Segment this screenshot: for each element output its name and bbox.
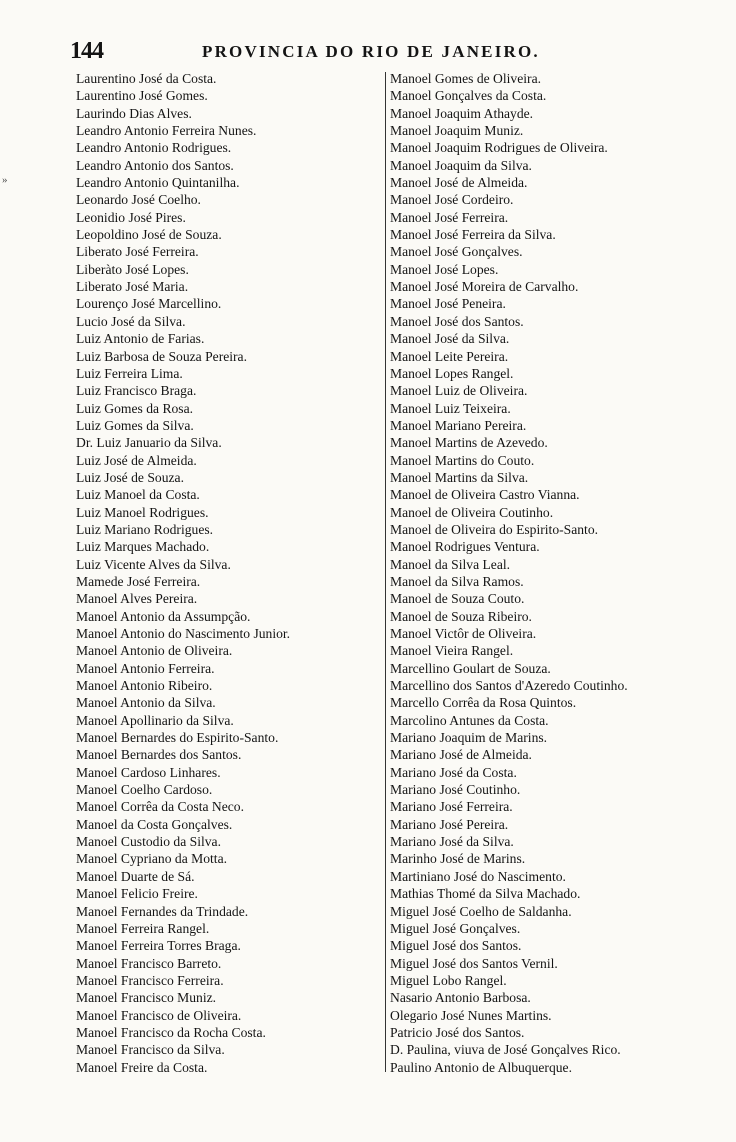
name-entry: Manoel Coelho Cardoso. bbox=[76, 782, 213, 798]
name-entry: Manoel Francisco da Silva. bbox=[76, 1042, 225, 1058]
name-entry: Manoel José Moreira de Carvalho. bbox=[390, 279, 579, 295]
name-entry: Manoel Joaquim Muniz. bbox=[390, 123, 524, 139]
name-entry: Manoel Felicio Freire. bbox=[76, 886, 198, 902]
margin-mark: » bbox=[2, 174, 8, 186]
name-entry: Manoel Mariano Pereira. bbox=[390, 417, 527, 433]
name-entry: Manoel José da Silva. bbox=[390, 331, 510, 347]
name-entry: Manoel Martins de Azevedo. bbox=[390, 435, 548, 451]
name-entry: Manoel de Oliveira Coutinho. bbox=[390, 504, 554, 520]
name-entry: Manoel Luiz Teixeira. bbox=[390, 400, 511, 416]
name-entry: Luiz Gomes da Rosa. bbox=[76, 400, 194, 416]
name-entry: Leandro Antonio dos Santos. bbox=[76, 157, 234, 173]
name-entry: Manoel Joaquim Athayde. bbox=[390, 105, 534, 121]
name-entry: Martiniano José do Nascimento. bbox=[390, 868, 566, 884]
name-entry: Manoel Martins do Couto. bbox=[390, 452, 535, 468]
name-entry: Manoel José dos Santos. bbox=[390, 313, 524, 329]
name-entry: Manoel Antonio da Silva. bbox=[76, 695, 216, 711]
name-entry: D. Paulina, viuva de José Gonçalves Rico. bbox=[390, 1042, 621, 1058]
name-entry: Manoel Antonio do Nascimento Junior. bbox=[76, 626, 291, 641]
name-entry: Luiz Antonio de Farias. bbox=[76, 331, 205, 347]
name-entry: Leonidio José Pires. bbox=[76, 209, 186, 225]
name-entry: Manoel José Gonçalves. bbox=[390, 244, 523, 260]
name-entry: Manoel José Ferreira. bbox=[390, 209, 509, 225]
name-entry: Luiz Barbosa de Souza Pereira. bbox=[76, 348, 247, 364]
name-entry: Manoel Victôr de Oliveira. bbox=[390, 626, 537, 641]
name-entry: Dr. Luiz Januario da Silva. bbox=[76, 435, 222, 451]
name-entry: Liberato José Maria. bbox=[76, 279, 189, 295]
name-entry: Manoel Antonio Ribeiro. bbox=[76, 678, 213, 694]
name-entry: Manoel Ferreira Torres Braga. bbox=[76, 938, 241, 954]
name-entry: Luiz Manoel Rodrigues. bbox=[76, 504, 209, 520]
name-entry: Manoel Francisco da Rocha Costa. bbox=[76, 1024, 266, 1040]
name-entry: Mariano José da Silva. bbox=[390, 834, 514, 850]
name-entry: Manoel Cypriano da Motta. bbox=[76, 851, 228, 867]
name-entry: Manoel Duarte de Sá. bbox=[76, 868, 195, 884]
name-entry: Manoel Lopes Rangel. bbox=[390, 365, 514, 381]
name-entry: Liberato José Ferreira. bbox=[76, 244, 199, 260]
name-entry: Manoel Rodrigues Ventura. bbox=[390, 539, 540, 555]
name-entry: Luiz Marques Machado. bbox=[76, 539, 210, 555]
name-entry: Luiz José de Almeida. bbox=[76, 452, 197, 468]
name-entry: Liberàto José Lopes. bbox=[76, 261, 189, 277]
name-entry: Leandro Antonio Ferreira Nunes. bbox=[76, 123, 257, 139]
name-entry: Manoel Fernandes da Trindade. bbox=[76, 903, 249, 919]
name-entry: Manoel Corrêa da Costa Neco. bbox=[76, 799, 244, 815]
name-entry: Mathias Thomé da Silva Machado. bbox=[390, 886, 581, 902]
name-entry: Mariano José da Costa. bbox=[390, 764, 517, 780]
name-entry: Mamede José Ferreira. bbox=[76, 573, 201, 589]
name-entry: Manoel José Cordeiro. bbox=[390, 192, 514, 208]
name-entry: Mariano José Ferreira. bbox=[390, 799, 513, 815]
name-entry: Lucio José da Silva. bbox=[76, 313, 186, 329]
name-entry: Manoel Joaquim da Silva. bbox=[390, 157, 532, 173]
name-entry: Luiz José de Souza. bbox=[76, 469, 184, 485]
name-entry: Manoel Gomes de Oliveira. bbox=[390, 71, 541, 86]
name-entry: Manoel Gonçalves da Costa. bbox=[390, 88, 547, 104]
name-entry: Manoel Cardoso Linhares. bbox=[76, 764, 221, 780]
name-entry: Manoel da Silva Ramos. bbox=[390, 573, 524, 589]
name-entry: Leandro Antonio Quintanilha. bbox=[76, 175, 240, 191]
name-entry: Mariano José Coutinho. bbox=[390, 782, 521, 798]
page-number: 144 bbox=[70, 38, 103, 64]
name-entry: Manoel Apollinario da Silva. bbox=[76, 712, 234, 728]
name-entry: Manoel José de Almeida. bbox=[390, 175, 528, 191]
name-entry: Laurindo Dias Alves. bbox=[76, 105, 192, 121]
name-entry: Manoel Ferreira Rangel. bbox=[76, 920, 210, 936]
running-title: PROVINCIA DO RIO DE JANEIRO. bbox=[202, 42, 540, 61]
name-entry: Miguel José Coelho de Saldanha. bbox=[390, 903, 572, 919]
name-entry: Manoel José Ferreira da Silva. bbox=[390, 227, 556, 243]
name-entry: Manoel Freire da Costa. bbox=[76, 1059, 208, 1075]
name-entry: Paulino Antonio de Albuquerque. bbox=[390, 1059, 572, 1075]
name-entry: Marcellino dos Santos d'Azeredo Coutinho. bbox=[390, 678, 628, 694]
name-entry: Miguel José dos Santos Vernil. bbox=[390, 955, 558, 971]
page-header bbox=[70, 38, 590, 66]
name-entry: Luiz Francisco Braga. bbox=[76, 383, 197, 399]
name-entry: Manoel de Oliveira do Espirito-Santo. bbox=[390, 521, 599, 537]
name-entry: Nasario Antonio Barbosa. bbox=[390, 990, 531, 1006]
name-entry: Leopoldino José de Souza. bbox=[76, 227, 222, 243]
name-entry: Marcolino Antunes da Costa. bbox=[390, 712, 549, 728]
name-entry: Manoel de Oliveira Castro Vianna. bbox=[390, 487, 580, 503]
name-entry: Leandro Antonio Rodrigues. bbox=[76, 140, 232, 156]
name-entry: Manoel Francisco Ferreira. bbox=[76, 972, 224, 988]
name-entry: Luiz Mariano Rodrigues. bbox=[76, 521, 214, 537]
name-entry: Manoel Alves Pereira. bbox=[76, 591, 198, 607]
name-entry: Marinho José de Marins. bbox=[390, 851, 526, 867]
name-entry: Luiz Manoel da Costa. bbox=[76, 487, 200, 503]
name-entry: Manoel da Silva Leal. bbox=[390, 556, 511, 572]
name-entry: Manoel da Costa Gonçalves. bbox=[76, 816, 233, 832]
name-entry: Manoel Custodio da Silva. bbox=[76, 834, 221, 850]
name-entry: Manoel de Souza Couto. bbox=[390, 591, 525, 607]
name-entry: Manoel Francisco de Oliveira. bbox=[76, 1007, 242, 1023]
name-entry: Manoel de Souza Ribeiro. bbox=[390, 608, 532, 624]
right-name-column bbox=[390, 70, 720, 1076]
name-entry: Manoel Vieira Rangel. bbox=[390, 643, 514, 659]
name-entry: Manoel Antonio Ferreira. bbox=[76, 660, 215, 676]
name-entry: Manoel Bernardes dos Santos. bbox=[76, 747, 242, 763]
name-entry: Lourenço José Marcellino. bbox=[76, 296, 222, 312]
name-entry: Laurentino José da Costa. bbox=[76, 71, 217, 86]
name-entry: Luiz Vicente Alves da Silva. bbox=[76, 556, 231, 572]
name-entry: Manoel Bernardes do Espirito-Santo. bbox=[76, 730, 279, 746]
column-divider bbox=[385, 72, 386, 1072]
name-entry: Patricio José dos Santos. bbox=[390, 1024, 525, 1040]
name-entry: Leonardo José Coelho. bbox=[76, 192, 201, 208]
name-entry: Mariano José Pereira. bbox=[390, 816, 509, 832]
name-entry: Mariano Joaquim de Marins. bbox=[390, 730, 548, 746]
name-entry: Manoel José Lopes. bbox=[390, 261, 499, 277]
name-entry: Marcellino Goulart de Souza. bbox=[390, 660, 551, 676]
name-entry: Manoel Leite Pereira. bbox=[390, 348, 509, 364]
name-entry: Manoel Francisco Barreto. bbox=[76, 955, 222, 971]
name-entry: Laurentino José Gomes. bbox=[76, 88, 208, 104]
name-entry: Manoel Luiz de Oliveira. bbox=[390, 383, 528, 399]
name-entry: Miguel José Gonçalves. bbox=[390, 920, 521, 936]
name-entry: Manoel José Peneira. bbox=[390, 296, 506, 312]
name-entry: Manoel Francisco Muniz. bbox=[76, 990, 217, 1006]
name-entry: Manoel Antonio de Oliveira. bbox=[76, 643, 233, 659]
left-name-column bbox=[76, 70, 376, 1076]
name-entry: Luiz Gomes da Silva. bbox=[76, 417, 194, 433]
name-entry: Marcello Corrêa da Rosa Quintos. bbox=[390, 695, 577, 711]
name-entry: Manoel Martins da Silva. bbox=[390, 469, 529, 485]
name-entry: Manoel Antonio da Assumpção. bbox=[76, 608, 251, 624]
name-entry: Manoel Joaquim Rodrigues de Oliveira. bbox=[390, 140, 608, 156]
name-entry: Miguel José dos Santos. bbox=[390, 938, 522, 954]
name-entry: Olegario José Nunes Martins. bbox=[390, 1007, 552, 1023]
name-entry: Mariano José de Almeida. bbox=[390, 747, 532, 763]
name-entry: Luiz Ferreira Lima. bbox=[76, 365, 183, 381]
name-entry: Miguel Lobo Rangel. bbox=[390, 972, 507, 988]
